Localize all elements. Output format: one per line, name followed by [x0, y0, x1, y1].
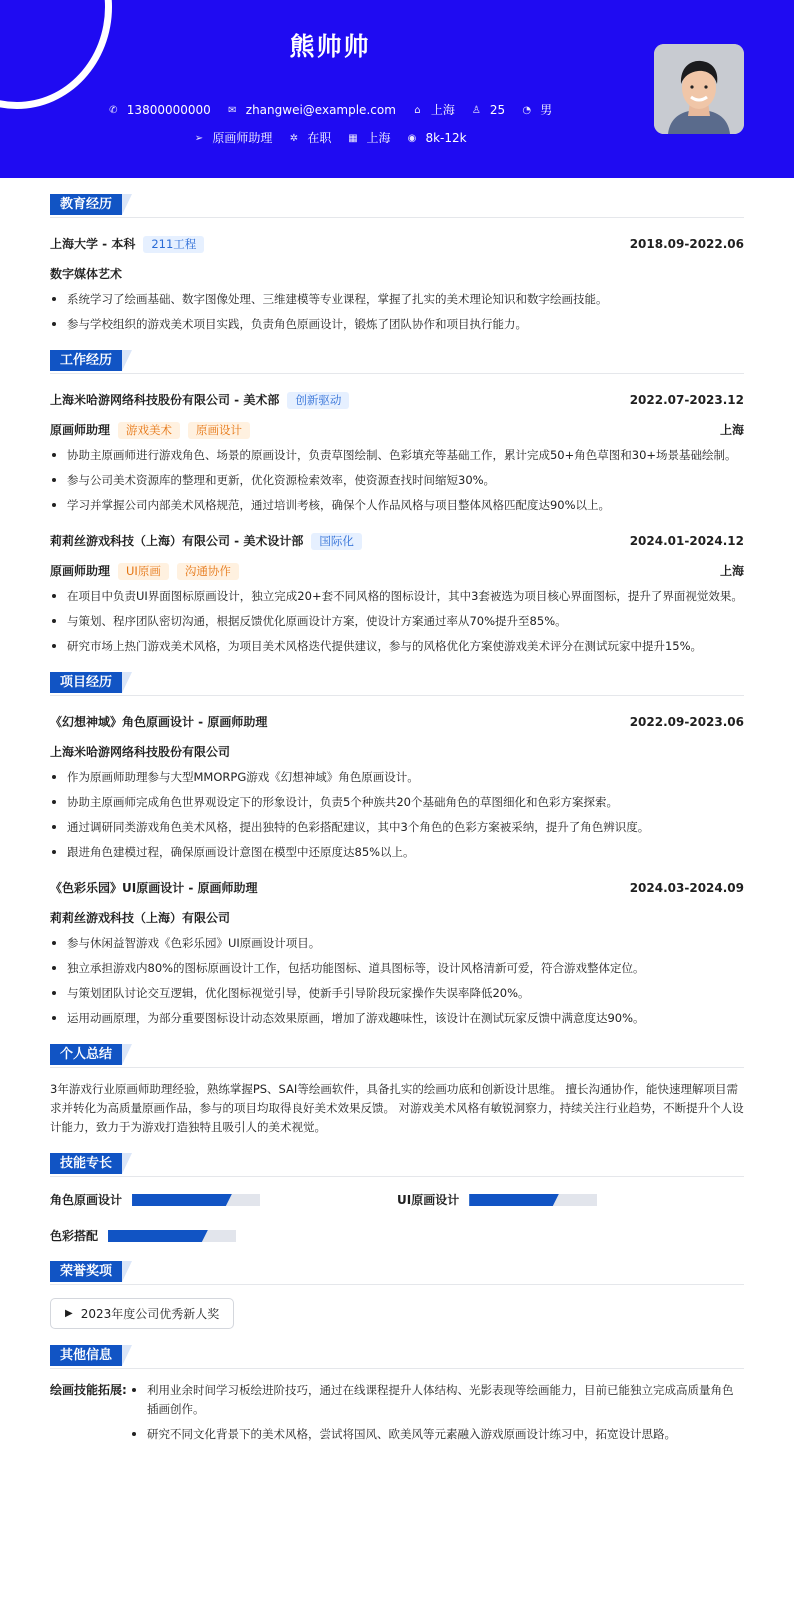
date-range: 2024.01-2024.12: [629, 534, 744, 548]
project-name: 《色彩乐园》UI原画设计 - 原画师助理: [50, 881, 258, 895]
skill-bar: [469, 1194, 597, 1206]
bullet-item: 利用业余时间学习板绘进阶技巧，通过在线课程提升人体结构、光影表现等绘画能力，目前已能独立完成高质量角色插画创作。: [130, 1381, 744, 1419]
info-text: 男: [540, 103, 553, 117]
school-tag: 211工程: [143, 236, 204, 253]
bullet-item: 通过调研同类游戏角色美术风格，提出独特的色彩搭配建议，其中3个角色的色彩方案被采纳，提升了角色辨识度。: [50, 818, 744, 837]
company-tag: 国际化: [311, 533, 362, 550]
status-icon: ✲: [289, 132, 299, 144]
award-item[interactable]: [50, 1298, 234, 1329]
work-section: [50, 350, 744, 656]
info-text: 13800000000: [126, 103, 211, 117]
date-range: 2022.09-2023.06: [629, 715, 744, 729]
role-tag: 沟通协作: [177, 563, 239, 580]
date-range: 2024.03-2024.09: [629, 881, 744, 895]
summary-text: 3年游戏行业原画师助理经验，熟练掌握PS、SAI等绘画软件，具备扎实的绘画功底和创新设计思维。 擅长沟通协作，能快速理解项目需求并转化为高质量原画作品，参与的项目均取得良好美术效果反馈。 对游戏美术风格有敏锐洞察力，持续关注行业趋势，不断提升个人设计能力，致力于为游戏打造独特且吸引人的美术视觉。: [50, 1082, 744, 1134]
major: 数字媒体艺术: [50, 267, 123, 281]
bullet-item: 研究市场上热门游戏美术风格，为项目美术风格迭代提供建议，参与的风格优化方案使游戏美术评分在测试玩家中提升15%。: [50, 637, 744, 656]
building-info: [347, 129, 390, 147]
skill-name: 色彩搭配: [50, 1229, 99, 1243]
bullet-item: 独立承担游戏内80%的图标原画设计工作，包括功能图标、道具图标等，设计风格清新可爱，符合游戏整体定位。: [50, 959, 744, 978]
skill-item: [50, 1191, 397, 1209]
mail-info: [227, 101, 396, 119]
skill-item: [397, 1191, 744, 1209]
send-icon: ➢: [194, 132, 204, 144]
profile-photo: [654, 44, 744, 134]
bullet-item: 在项目中负责UI界面图标原画设计，独立完成20+套不同风格的图标设计，其中3套被选为项目核心界面图标，提升了界面视觉效果。: [50, 587, 744, 606]
role-tag: UI原画: [118, 563, 169, 580]
skill-bar-fill: [108, 1230, 208, 1242]
bullet-item: 参与公司美术资源库的整理和更新，优化资源检索效率，使资源查找时间缩短30%。: [50, 471, 744, 490]
contact-info-row: [0, 101, 660, 119]
date-range: 2018.09-2022.06: [629, 237, 744, 251]
info-text: 原画师助理: [212, 131, 273, 145]
mail-icon: ✉: [228, 104, 237, 116]
company-tag: 创新驱动: [287, 392, 349, 409]
section-title: 教育经历: [50, 194, 122, 215]
resume-header: [0, 0, 794, 178]
section-title: 其他信息: [50, 1345, 122, 1366]
bullet-item: 运用动画原理，为部分重要图标设计动态效果原画，增加了游戏趣味性，该设计在测试玩家反馈中满意度达90%。: [50, 1009, 744, 1028]
home-info: [412, 101, 455, 119]
skill-bar: [108, 1230, 236, 1242]
job-info-row: [0, 129, 660, 147]
school-name: 上海大学 - 本科: [50, 237, 136, 251]
role-tag: 游戏美术: [118, 422, 180, 439]
projects-section: [50, 672, 744, 1028]
info-text: zhangwei@example.com: [245, 103, 396, 117]
project-company: 莉莉丝游戏科技（上海）有限公司: [50, 911, 231, 925]
caret-right-icon: ▶: [65, 1308, 73, 1319]
education-section: [50, 194, 744, 334]
phone-info: [108, 101, 211, 119]
info-text: 在职: [307, 131, 332, 145]
info-text: 25: [489, 103, 506, 117]
status-info: [288, 129, 331, 147]
salary-info: [406, 129, 466, 147]
gender-icon: ◔: [522, 104, 532, 116]
other-label: 绘画技能拓展:: [50, 1383, 127, 1397]
location: 上海: [719, 423, 744, 437]
role-tag: 原画设计: [188, 422, 250, 439]
building-icon: ▦: [348, 132, 358, 144]
bullet-item: 与策划、程序团队密切沟通，根据反馈优化原画设计方案，使设计方案通过率从70%提升至85%。: [50, 612, 744, 631]
section-title: 个人总结: [50, 1044, 122, 1065]
project-name: 《幻想神域》角色原画设计 - 原画师助理: [50, 715, 268, 729]
award-label: 2023年度公司优秀新人奖: [80, 1306, 220, 1321]
home-icon: ⌂: [414, 104, 421, 116]
skill-bar-fill: [469, 1194, 559, 1206]
date-range: 2022.07-2023.12: [629, 393, 744, 407]
salary-icon: ◉: [407, 132, 417, 144]
role-title: 原画师助理: [50, 564, 111, 578]
project-company: 上海米哈游网络科技股份有限公司: [50, 745, 231, 759]
section-title: 工作经历: [50, 350, 122, 371]
section-title: 项目经历: [50, 672, 122, 693]
send-info: [193, 129, 272, 147]
summary-section: [50, 1044, 744, 1137]
info-text: 上海: [430, 103, 455, 117]
candidate-name: 熊帅帅: [289, 32, 371, 61]
skill-name: UI原画设计: [397, 1193, 460, 1207]
location: 上海: [719, 564, 744, 578]
bullet-item: 系统学习了绘画基础、数字图像处理、三维建模等专业课程，掌握了扎实的美术理论知识和数字绘画技能。: [50, 290, 744, 309]
honors-section: [50, 1261, 744, 1329]
bullet-item: 作为原画师助理参与大型MMORPG游戏《幻想神域》角色原画设计。: [50, 768, 744, 787]
bullet-item: 参与休闲益智游戏《色彩乐园》UI原画设计项目。: [50, 934, 744, 953]
age-icon: ♙: [471, 104, 481, 116]
skills-section: [50, 1153, 744, 1245]
skill-bar-fill: [132, 1194, 232, 1206]
bullet-item: 与策划团队讨论交互逻辑，优化图标视觉引导，使新手引导阶段玩家操作失误率降低20%。: [50, 984, 744, 1003]
skill-bar: [132, 1194, 260, 1206]
skill-name: 角色原画设计: [50, 1193, 123, 1207]
phone-icon: ✆: [109, 104, 118, 116]
company-name: 上海米哈游网络科技股份有限公司 - 美术部: [50, 393, 280, 407]
other-section: [50, 1345, 744, 1450]
bullet-item: 协助主原画师完成角色世界观设定下的形象设计，负责5个种族共20个基础角色的草图细化和色彩方案探索。: [50, 793, 744, 812]
section-title: 技能专长: [50, 1153, 122, 1174]
info-text: 上海: [366, 131, 391, 145]
gender-info: [521, 101, 552, 119]
age-info: [471, 101, 505, 119]
skill-item: [50, 1227, 397, 1245]
role-title: 原画师助理: [50, 423, 111, 437]
bullet-item: 协助主原画师进行游戏角色、场景的原画设计，负责草图绘制、色彩填充等基础工作，累计完成50+角色草图和30+场景基础绘制。: [50, 446, 744, 465]
info-text: 8k-12k: [425, 131, 467, 145]
bullet-item: 学习并掌握公司内部美术风格规范，通过培训考核，确保个人作品风格与项目整体风格匹配度达90%以上。: [50, 496, 744, 515]
section-title: 荣誉奖项: [50, 1261, 122, 1282]
bullet-item: 研究不同文化背景下的美术风格，尝试将国风、欧美风等元素融入游戏原画设计练习中，拓宽设计思路。: [130, 1425, 744, 1444]
bullet-item: 跟进角色建模过程，确保原画设计意图在模型中还原度达85%以上。: [50, 843, 744, 862]
bullet-item: 参与学校组织的游戏美术项目实践，负责角色原画设计，锻炼了团队协作和项目执行能力。: [50, 315, 744, 334]
company-name: 莉莉丝游戏科技（上海）有限公司 - 美术设计部: [50, 534, 304, 548]
